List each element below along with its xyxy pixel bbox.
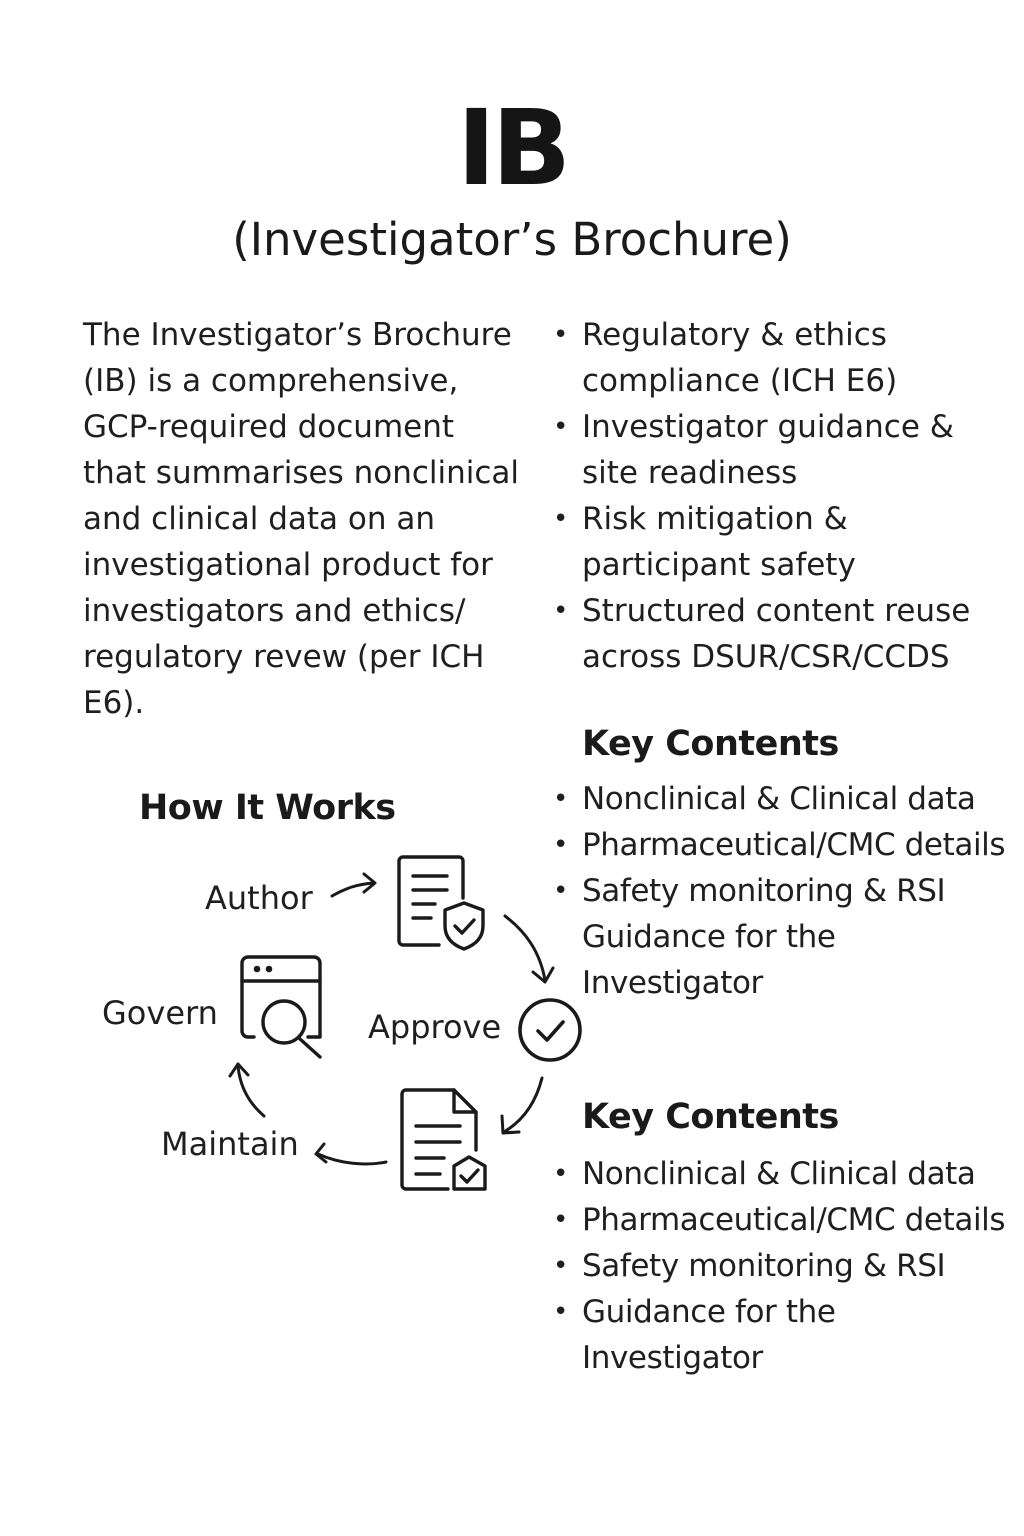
key-contents-heading: Key Contents xyxy=(582,1097,839,1137)
arrow-to-maintain-doc-icon xyxy=(496,1074,550,1138)
page-title: IB xyxy=(457,87,567,209)
step-maintain-label: Maintain xyxy=(161,1125,299,1163)
list-item: • Risk mitigation & participant safety xyxy=(553,496,1013,588)
arrow-to-approve-icon xyxy=(500,912,560,986)
window-search-icon xyxy=(238,955,328,1061)
step-govern-label: Govern xyxy=(102,994,218,1032)
list-item: • Investigator guidance & site readiness xyxy=(553,404,1013,496)
list-item: • Pharmaceutical/CMC details xyxy=(553,822,1023,868)
list-item: • Guidance for the Investigator xyxy=(553,1289,852,1381)
list-item: • Regulatory & ethics compliance (ICH E6) xyxy=(553,312,1013,404)
arrow-to-govern-icon xyxy=(226,1058,270,1120)
list-item: • Pharmaceutical/CMC details xyxy=(553,1197,1023,1243)
list-item: • Structured content reuse across DSUR/CSR/CCDS xyxy=(553,588,1013,680)
benefits-list xyxy=(553,312,1013,680)
list-item: • Nonclinical & Clinical data xyxy=(553,776,1023,822)
step-author-label: Author xyxy=(205,879,313,917)
key-contents-heading: Key Contents xyxy=(582,724,839,764)
check-circle-icon xyxy=(517,997,583,1063)
key-contents-list xyxy=(553,776,1023,1006)
step-approve-label: Approve xyxy=(368,1008,502,1046)
intro-paragraph: The Investigator’s Brochure (IB) is a comprehensive, GCP-required document that summarises nonclinical and clinical data on an investigational product for investigators and ethics/ regulatory revew (per ICH E6). xyxy=(83,317,520,721)
list-item: Guidance for the Investigator xyxy=(582,919,836,1001)
key-contents-list xyxy=(553,1151,1023,1381)
list-item: • Safety monitoring & RSI xyxy=(553,1243,1023,1289)
page-subtitle: (Investigator’s Brochure) xyxy=(232,213,792,266)
how-it-works-heading: How It Works xyxy=(139,788,396,828)
document-shield-icon xyxy=(395,852,490,952)
arrow-to-maintain-icon xyxy=(310,1140,390,1176)
list-item: • Nonclinical & Clinical data xyxy=(553,1151,1023,1197)
list-item: • Safety monitoring & RSI xyxy=(553,868,1023,914)
document-check-icon xyxy=(398,1086,490,1192)
arrow-author-icon xyxy=(328,868,380,902)
